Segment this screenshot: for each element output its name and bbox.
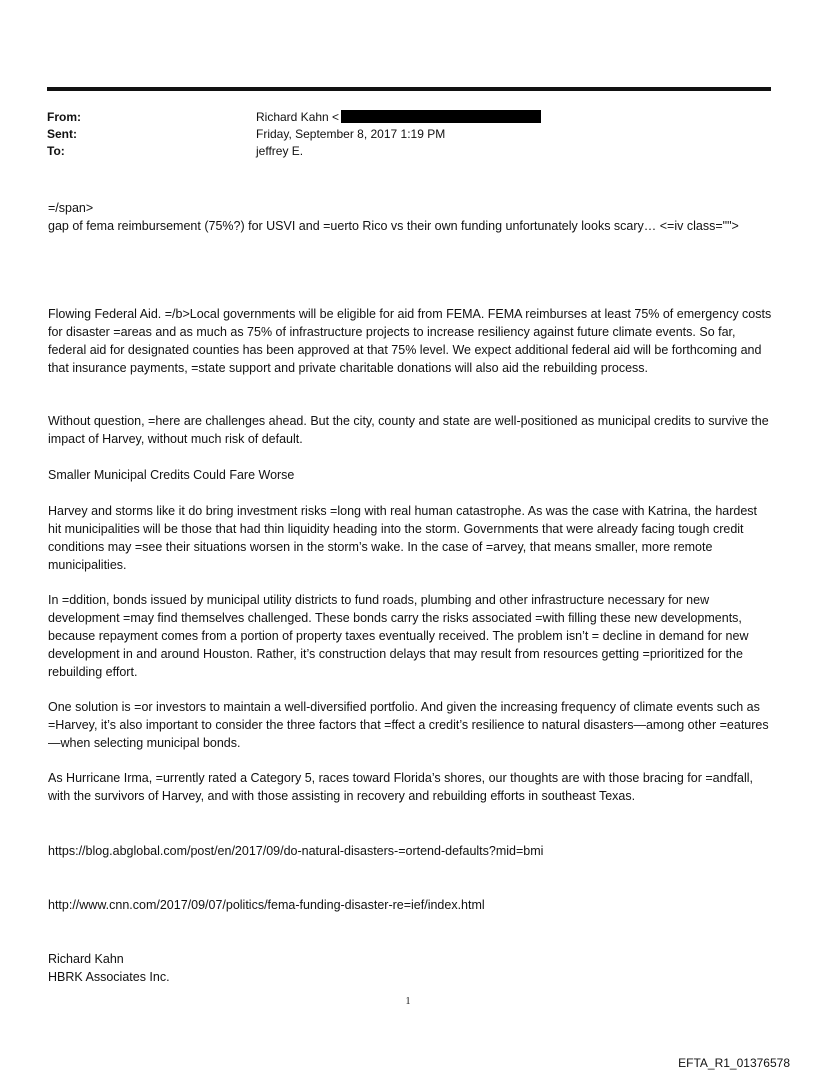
- to-label: To:: [47, 144, 65, 158]
- sent-value: Friday, September 8, 2017 1:19 PM: [256, 127, 446, 141]
- body-intro: gap of fema reimbursement (75%?) for USVI and =uerto Rico vs their own funding unfortunately looks scary… <=iv class="">: [48, 219, 739, 233]
- body-span-line: =/span>: [48, 201, 94, 215]
- paragraph-federal-aid: Flowing Federal Aid. =/b>Local governments will be eligible for aid from FEMA. FEMA reimburses at least 75% of emergency costs for disaster =areas and as much as 75% of infrastructure projects to increase resiliency against future climate events. So far, federal aid for designated counties has been approved at that 75% level. We expect additional federal aid will be forthcoming and that insurance payments, =state support and private charitable donations will also aid the rebuilding process.: [48, 307, 772, 375]
- document-id: EFTA_R1_01376578: [678, 1056, 790, 1070]
- link-abglobal[interactable]: https://blog.abglobal.com/post/en/2017/09/do-natural-disasters-=ortend-defaults?mid=bmi: [48, 844, 544, 858]
- sent-label: Sent:: [47, 127, 77, 141]
- paragraph-diversified: One solution is =or investors to maintain a well-diversified portfolio. And given the increasing frequency of climate events such as =Harvey, it’s also important to consider the three factors that =ffect a credit’s resilience to natural disasters—among other =eatures—when selecting municipal bonds.: [48, 700, 769, 750]
- paragraph-without-question: Without question, =here are challenges ahead. But the city, county and state are well-positioned as municipal credits to survive the impact of Harvey, without much risk of default.: [48, 414, 769, 446]
- redaction-bar: [341, 110, 541, 123]
- to-value: jeffrey E.: [256, 144, 304, 158]
- from-label: From:: [47, 110, 81, 124]
- header-rule: [47, 87, 771, 91]
- paragraph-harvey-risks: Harvey and storms like it do bring investment risks =long with real human catastrophe. As was the case with Katrina, the hardest hit municipalities will be those that had thin liquidity heading into the storm. Governments that were already facing tough credit conditions may =see their situations worsen in the storm’s wake. In the case of =arvey, that means smaller, more remote municipalities.: [48, 504, 758, 572]
- link-cnn[interactable]: http://www.cnn.com/2017/09/07/politics/fema-funding-disaster-re=ief/index.html: [48, 898, 485, 912]
- from-value: [256, 109, 541, 125]
- signature-name: Richard Kahn: [48, 952, 124, 966]
- signature-company: HBRK Associates Inc.: [48, 970, 170, 984]
- from-name: Richard Kahn <: [256, 110, 340, 124]
- page-number: 1: [405, 996, 411, 1007]
- paragraph-heading: Smaller Municipal Credits Could Fare Worse: [48, 468, 295, 482]
- paragraph-utility-bonds: In =ddition, bonds issued by municipal utility districts to fund roads, plumbing and other infrastructure necessary for new development =may find themselves challenged. These bonds carry the risks associated =with filling these new developments, because repayment comes from a portion of property taxes eventually received. The problem isn’t = decline in demand for new development in and around Houston. Rather, it’s construction delays that may result from resources getting =prioritized for the rebuilding effort.: [48, 593, 749, 679]
- paragraph-irma: As Hurricane Irma, =urrently rated a Category 5, races toward Florida’s shores, our thoughts are with those bracing for =andfall, with the survivors of Harvey, and with those assisting in recovery and rebuilding efforts in southeast Texas.: [48, 771, 753, 803]
